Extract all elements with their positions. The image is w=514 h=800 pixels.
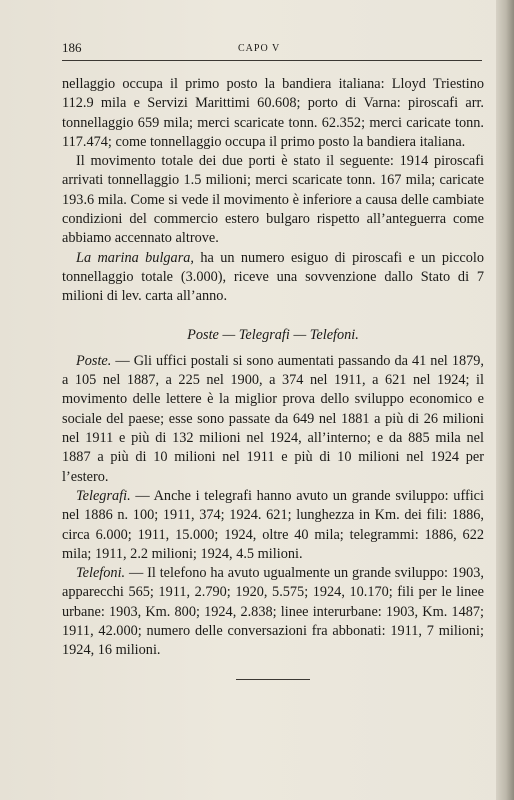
telefoni-lead: Telefoni. (76, 565, 126, 582)
page-gutter-shadow (496, 0, 514, 800)
running-head: CAPO V (238, 43, 281, 54)
paragraph-continuation: nellaggio occupa il primo posto la bandiera italiana: Lloyd Triestino 112.9 mila e Servizi Marittimi 60.608; porto di Varna: piroscafi arr. tonnellaggio 659 mila; merci scaricate tonn. 62.352; merci caricate tonn. 117.474; come tonnellaggio occupa il primo posto la bandiera italiana. (62, 76, 484, 150)
paragraph-telefoni (62, 564, 484, 660)
telegrafi-lead: Telegrafi. (76, 487, 131, 504)
navy-text: ha un numero esiguo di piroscafi e un piccolo tonnellaggio totale (3.000), riceve una sovvenzione dallo Stato di 7 milioni di lev. carta all’anno. (62, 249, 484, 305)
page-body (62, 75, 484, 680)
telefoni-text: — Il telefono ha avuto ugualmente un grande sviluppo: 1903, apparecchi 565; 1911, 2.790; 1920, 5.575; 1924, 10.170; fili per le linee urbane: 1903, Km. 800; 1924, 2.838; linee interurbane: 1903, Km. 1487; 1911, 42.000; numero delle conversazioni fra abbonati: 1911, 7 milioni; 1924, 16 milioni. (62, 565, 484, 659)
navy-lead: La marina bulgara, (76, 249, 194, 266)
telegrafi-text: — Anche i telegrafi hanno avuto un grande sviluppo: uffici nel 1886 n. 100; 1911, 374; 1924. 621; lunghezza in Km. dei fili: 1886, circa 6.000; 1911, 15.000; 1924, oltre 40 mila; telegrammi: 1886, 622 mila; 1911, 2.2 milioni; 1924, 4.5 milioni. (62, 487, 484, 562)
poste-text: — Gli uffici postali si sono aumentati passando da 41 nel 1879, a 105 nel 1887, a 225 nel 1900, a 374 nel 1911, a 621 nel 1924; il movimento delle lettere è la miglior prova dello sviluppo economico e sociale del paese; esse sono passate da 649 nel 1881 a più di 26 milioni nel 1911 e più di 132 milioni nel 1924, all’interno; e da 885 mila nel 1887 a più di 10 milioni nel 1911 e più di 10 milioni nel 1924 per l’estero. (62, 352, 484, 485)
paragraph-navy (62, 249, 484, 307)
page-header (62, 40, 482, 64)
section-end-rule (236, 679, 310, 680)
paragraph-telegrafi (62, 487, 484, 564)
poste-lead: Poste. (76, 352, 112, 369)
paragraph-movement: Il movimento totale dei due porti è stato il seguente: 1914 piroscafi arrivati tonnellaggio 1.5 milioni; merci scaricate tonn. 167 mila; caricate 193.6 mila. Come si vede il movimento è inferiore a causa delle cambiate condizioni del commercio estero bulgaro rispetto all’anteguerra come abbiamo accennato altrove. (62, 153, 484, 247)
paragraph-poste (62, 352, 484, 487)
page-number: 186 (62, 40, 82, 55)
header-rule (62, 60, 482, 61)
section-title: Poste — Telegrafi — Telefoni. (187, 326, 359, 343)
